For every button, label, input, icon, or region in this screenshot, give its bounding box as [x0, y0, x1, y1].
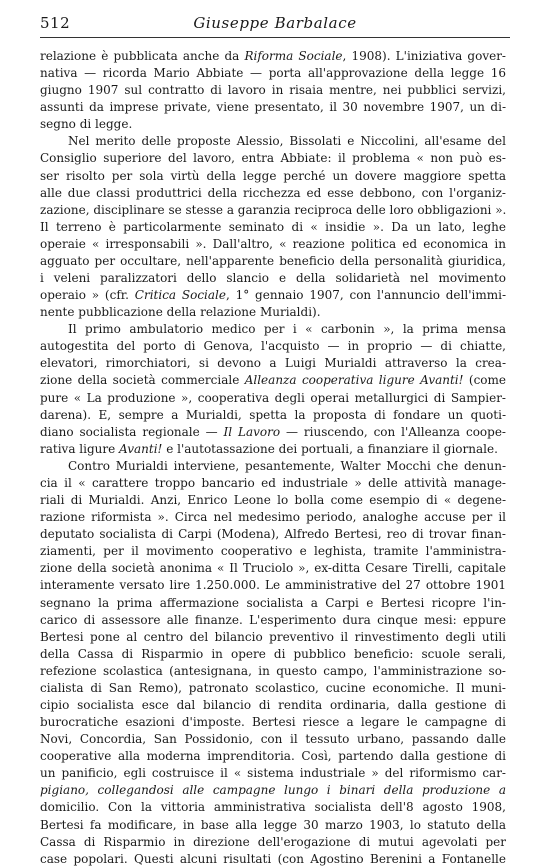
text-line: rativa ligure Avanti! e l'autotassazione dei portuali, a finanziare il giornale.	[40, 441, 498, 456]
header-rule	[40, 37, 510, 38]
running-head: Giuseppe Barbalace	[193, 14, 357, 32]
text-line: Contro Murialdi interviene, pesantemente, Walter Mocchi che denun-	[68, 458, 506, 473]
text-line: pigiano, collegandosi alle campagne lungo i binari della produzione a	[40, 783, 506, 798]
text-line: giugno 1907 sul contratto di lavoro in risaia mentre, nei pubblici servizi,	[40, 83, 506, 98]
text-line: nativa — ricorda Mario Abbiate — porta all'approvazione della legge 16	[40, 66, 506, 81]
text-line: diano socialista regionale — Il Lavoro — riuscendo, con l'Alleanza coope-	[40, 424, 506, 439]
text-line: assunti da imprese private, viene presentato, il 30 novembre 1907, un di-	[40, 100, 506, 115]
text-line: Nel merito delle proposte Alessio, Bissolati e Niccolini, all'esame del	[68, 134, 506, 149]
text-line: pure « La produzione », cooperativa degli operai metallurgici di Sampier-	[40, 390, 506, 405]
text-line: relazione è pubblicata anche da Riforma Sociale, 1908). L'iniziativa gover-	[40, 49, 506, 63]
text-line: Novi, Concordia, San Possidonio, con il tessuto urbano, passando dalle	[40, 732, 506, 747]
text-line: operaio » (cfr. Critica Sociale, 1° gennaio 1907, con l'annuncio dell'immi-	[40, 288, 506, 303]
text-line: carico di assessore alle finanze. L'esperimento dura cinque mesi: eppure	[40, 612, 506, 627]
text-line: riali di Murialdi. Anzi, Enrico Leone lo bolla come esempio di « degene-	[40, 493, 506, 508]
text-line: alle due classi produttrici della ricchezza ed esse debbono, con l'organiz-	[40, 185, 506, 200]
body-text	[40, 48, 506, 868]
text-line: Il primo ambulatorio medico per i « carbonin », la prima mensa	[68, 322, 506, 337]
text-line: i veleni paralizzatori dello slancio e della solidarietà nel movimento	[40, 271, 506, 286]
text-line: della Cassa di Risparmio in opere di pubblico beneficio: scuole serali,	[40, 646, 506, 661]
text-line: refezione scolastica (antesignana, in questo campo, l'amministrazione so-	[40, 663, 506, 678]
text-line: nente pubblicazione della relazione Murialdi).	[40, 305, 321, 320]
text-line: interamente versato lire 1.250.000. Le amministrative del 27 ottobre 1901	[40, 578, 506, 593]
text-line: burocratiche esazioni d'imposte. Bertesi riesce a legare le campagne di	[40, 715, 506, 730]
text-line: zazione, disciplinare se stesse a garanzia reciproca delle loro obbligazioni ».	[40, 202, 507, 217]
text-line: cooperative alla moderna imprenditoria. Così, partendo dalla gestione di	[40, 749, 506, 764]
text-line: cialista di San Remo), patronato scolastico, cucine economiche. Il muni-	[40, 680, 506, 695]
text-line: Il terreno è particolarmente seminato di « insidie ». Da un lato, leghe	[40, 219, 506, 234]
text-line: un panificio, egli costruisce il « sistema industriale » del riformismo car-	[40, 766, 506, 781]
text-line: razione riformista ». Circa nel medesimo periodo, analoghe accuse per il	[40, 510, 506, 525]
text-line: elevatori, rimorchiatori, si devono a Luigi Murialdi attraverso la crea-	[40, 356, 506, 371]
text-line: cia il « carattere troppo bancario ed industriale » delle attività manage-	[40, 475, 506, 490]
text-line: darena). E, sempre a Murialdi, spetta la proposta di fondare un quoti-	[40, 407, 506, 422]
text-line: segno di legge.	[40, 117, 133, 132]
page-number: 512	[40, 14, 71, 32]
text-line: Bertesi fa modificare, in base alla legge 30 marzo 1903, lo statuto della	[40, 817, 506, 832]
text-line: Cassa di Risparmio in direzione dell'erogazione di mutui agevolati per	[40, 834, 506, 849]
text-line: deputato socialista di Carpi (Modena), Alfredo Bertesi, reo di trovar finan-	[40, 527, 506, 542]
page-header	[40, 12, 510, 38]
text-line: agguato per occultare, nell'apparente beneficio della personalità giuridica,	[40, 253, 506, 268]
text-line: zione della società anonima « Il Truciolo », ex-ditta Cesare Tirelli, capitale	[40, 561, 506, 576]
text-line: ser risolto per sola virtù della legge perché un dovere maggiore spetta	[40, 168, 506, 183]
text-line: autogestita del porto di Genova, l'acquisto — in proprio — di chiatte,	[40, 339, 506, 354]
text-line: Bertesi pone al centro del bilancio preventivo il rinvestimento degli utili	[40, 629, 506, 644]
text-line: case popolari. Questi alcuni risultati (con Agostino Berenini a Fontanelle	[40, 851, 506, 866]
text-line: operaie « irresponsabili ». Dall'altro, « reazione politica ed economica in	[40, 236, 506, 251]
text-line: domicilio. Con la vittoria amministrativa socialista dell'8 agosto 1908,	[40, 800, 506, 815]
text-line: Consiglio superiore del lavoro, entra Abbiate: il problema « non può es-	[40, 151, 506, 166]
text-line: zione della società commerciale Alleanza cooperativa ligure Avanti! (come	[40, 373, 506, 388]
text-line: cipio socialista esce dal bilancio di rendita ordinaria, dalla gestione di	[40, 697, 506, 712]
text-line: ziamenti, per il movimento cooperativo e leghista, tramite l'amministra-	[40, 544, 506, 559]
text-line: segnano la prima affermazione socialista a Carpi e Bertesi ricopre l'in-	[40, 595, 506, 610]
